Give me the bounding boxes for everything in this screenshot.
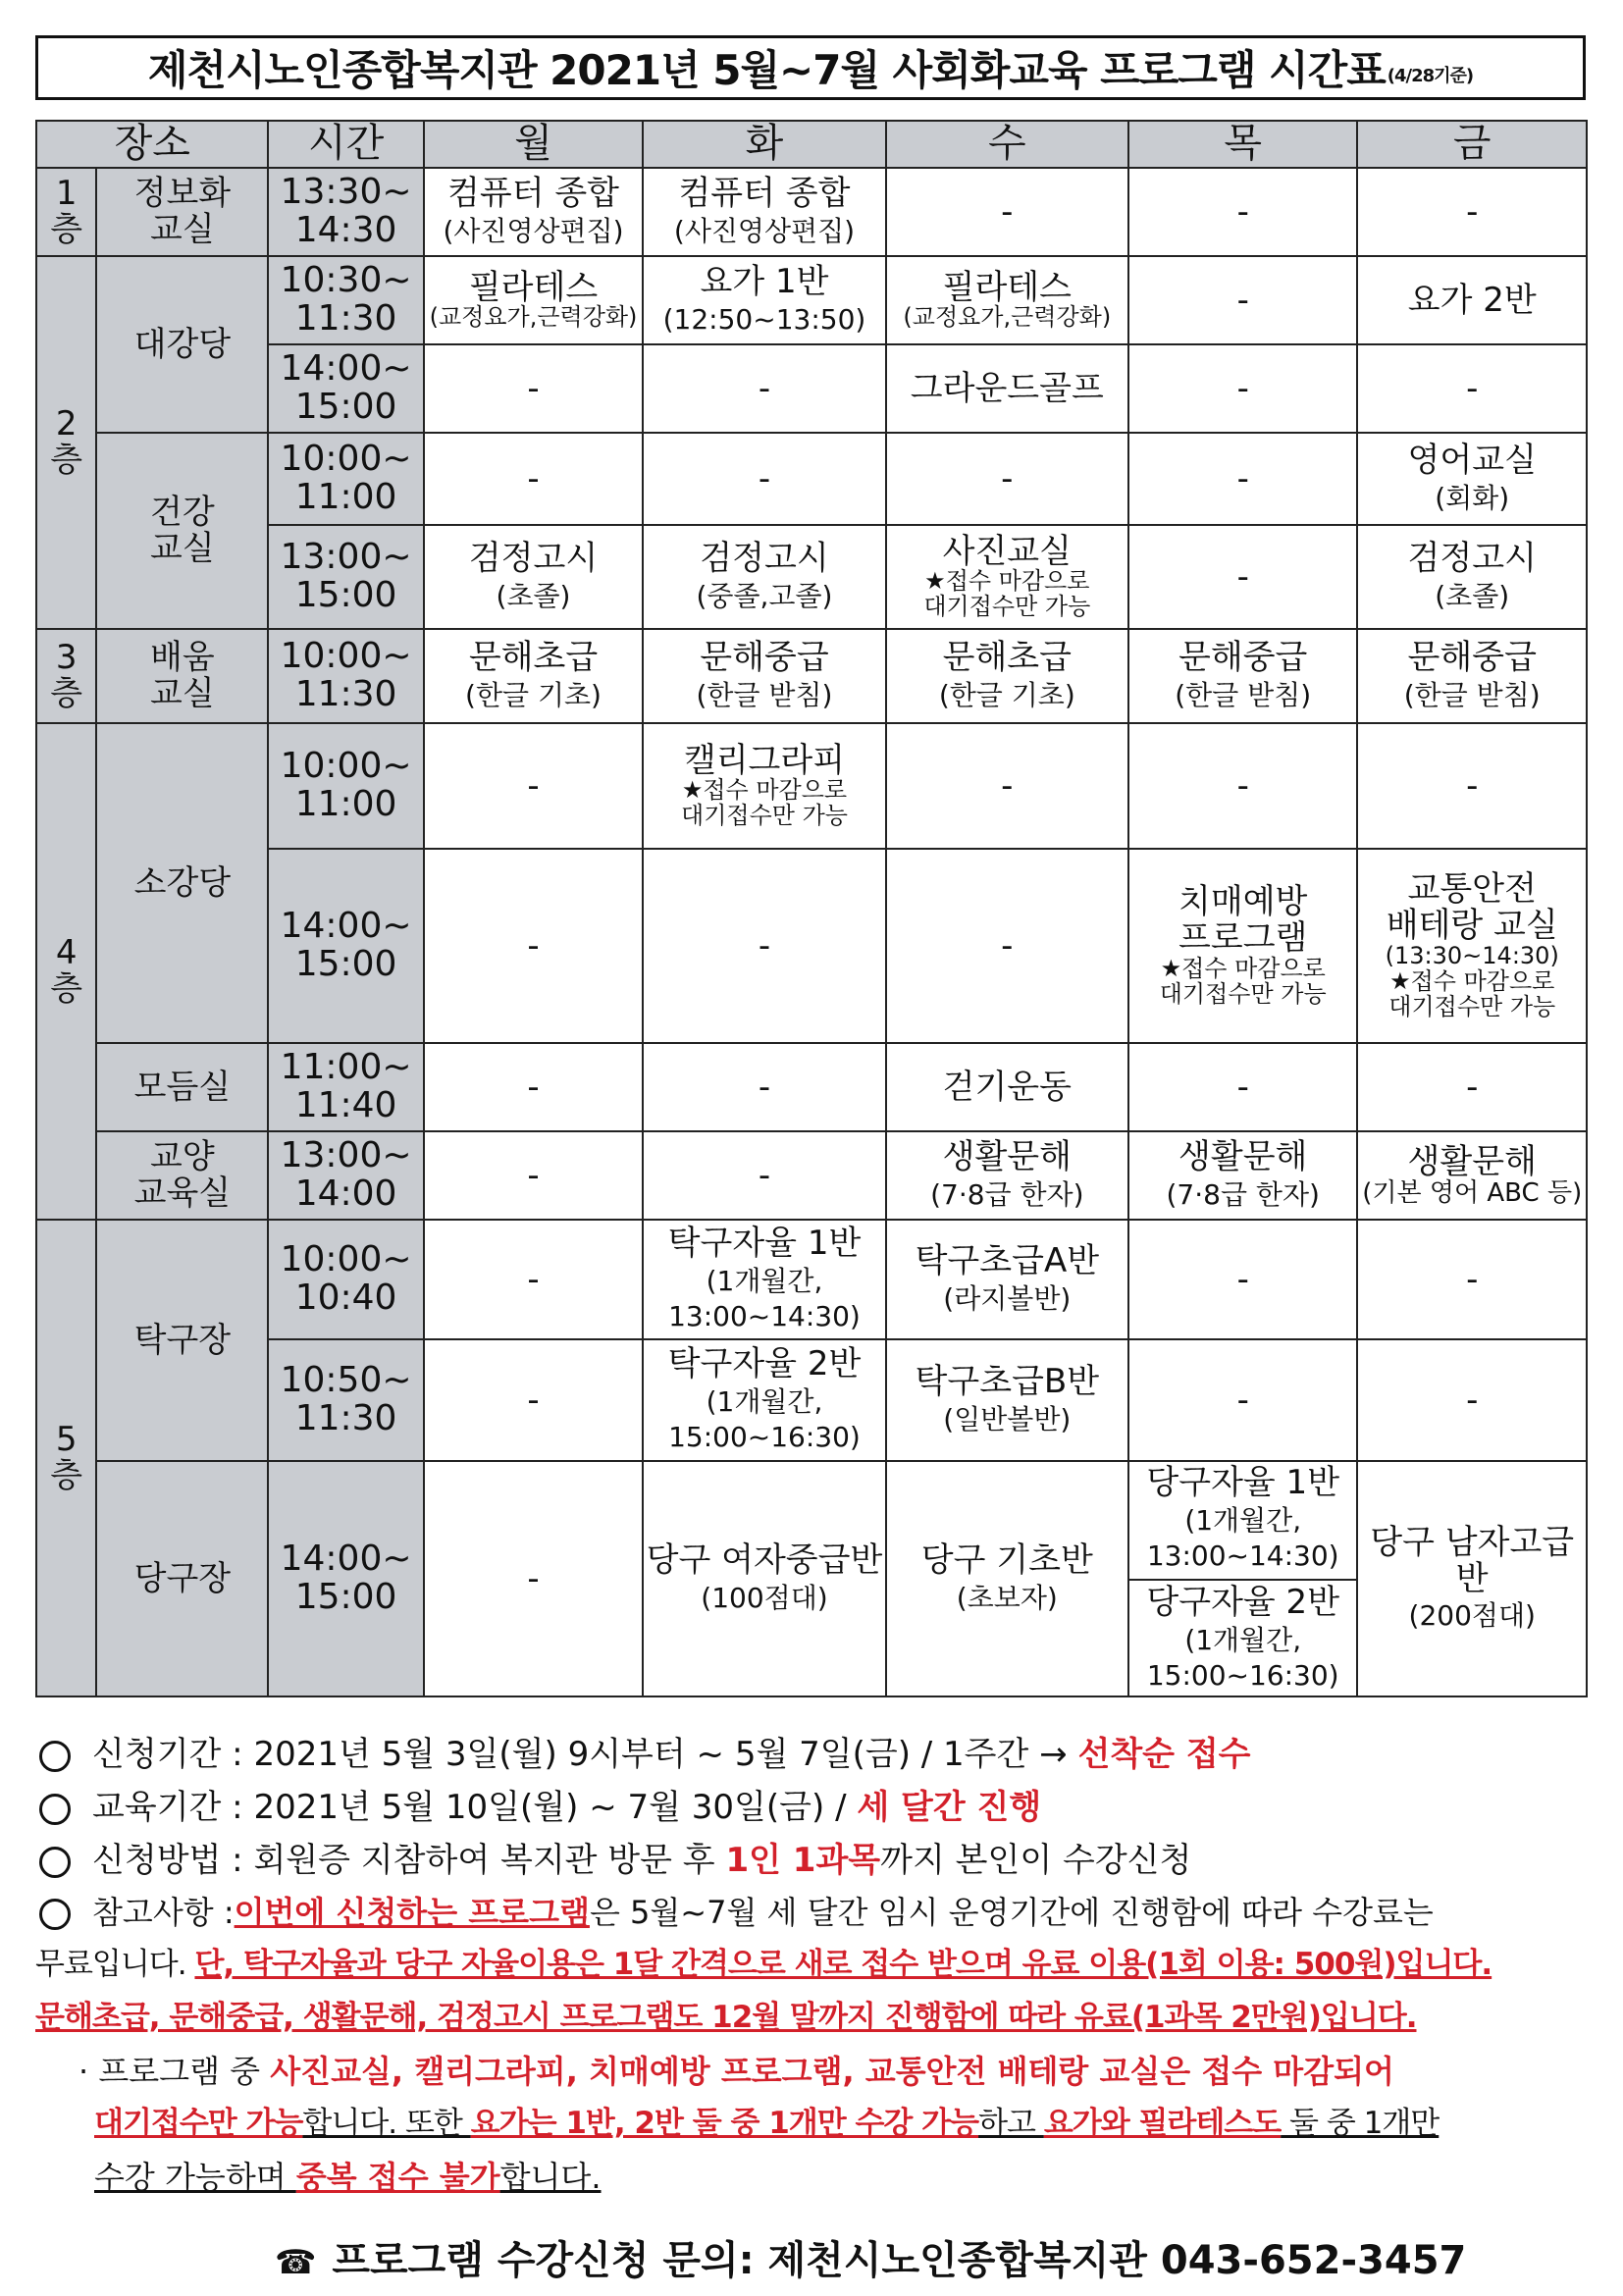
program-cell — [886, 256, 1128, 344]
program-name: 그라운드골프 — [910, 368, 1104, 408]
program-name: 걷기운동 — [942, 1067, 1072, 1107]
floor-text: 1 층 — [50, 174, 83, 249]
time-text: 13:30~ 14:30 — [280, 172, 412, 250]
page-title — [35, 35, 1586, 100]
info-highlight: 세 달간 진행 — [857, 1788, 1042, 1827]
empty-cell: - — [1128, 344, 1357, 433]
time-text: 11:00~ 11:40 — [280, 1047, 412, 1125]
program-cell — [886, 1461, 1128, 1696]
program-cell — [1357, 849, 1587, 1043]
program-name: 당구 기초반 — [920, 1540, 1093, 1581]
program-cell — [1128, 1131, 1357, 1220]
info-notes-4 — [79, 2053, 1590, 2090]
place-text: 탁구장 — [133, 1320, 232, 1360]
time-label — [268, 1220, 423, 1339]
program-cell — [643, 525, 885, 629]
program-detail: (한글 기초) — [465, 679, 602, 711]
place-label — [96, 723, 268, 1043]
empty-cell: - — [886, 849, 1128, 1043]
program-name: 필라테스 — [942, 267, 1072, 307]
program-cell — [424, 525, 644, 629]
program-cell — [886, 344, 1128, 433]
program-detail: (한글 기초) — [938, 679, 1075, 711]
program-detail: (7·8급 한자) — [930, 1178, 1084, 1211]
info-highlight: 요가는 1반, 2반 둘 중 1개만 수강 가능 — [470, 2106, 979, 2141]
place-label — [96, 1043, 268, 1131]
program-detail: (1개월간, 13:00~14:30) — [1146, 1503, 1339, 1573]
program-detail: (13:30~14:30) — [1385, 941, 1559, 969]
table-row — [36, 849, 1587, 1043]
empty-cell: - — [1128, 168, 1357, 256]
floor-label — [36, 256, 96, 629]
program-name: 문해중급 — [1178, 638, 1308, 678]
program-cell — [643, 629, 885, 723]
empty-cell: - — [1128, 433, 1357, 525]
info-apply-method — [35, 1841, 1596, 1881]
place-text: 교양 교육실 — [133, 1137, 232, 1213]
program-cell — [886, 1220, 1128, 1339]
time-label — [268, 629, 423, 723]
place-text: 건강 교실 — [150, 493, 215, 568]
program-cell — [643, 1339, 885, 1461]
program-name: 문해중급 — [700, 638, 829, 678]
time-text: 10:00~ 11:00 — [280, 439, 412, 517]
header-fri: 금 — [1357, 121, 1587, 168]
empty-cell: - — [1128, 1043, 1357, 1131]
contact-line — [275, 2229, 1466, 2285]
time-label — [268, 168, 423, 256]
time-text: 13:00~ 14:00 — [280, 1135, 412, 1214]
time-label — [268, 1043, 423, 1131]
info-highlight: 1인 1과목 — [725, 1841, 881, 1880]
empty-cell: - — [1357, 723, 1587, 849]
program-detail: (중졸,고졸) — [696, 580, 833, 612]
program-name: 영어교실 — [1407, 441, 1537, 481]
empty-cell: - — [886, 168, 1128, 256]
table-row — [36, 629, 1587, 723]
program-detail: (한글 받침) — [1175, 679, 1312, 711]
program-name: 당구 여자중급반 — [646, 1540, 883, 1581]
time-text: 14:00~ 15:00 — [280, 348, 412, 427]
header-row — [36, 121, 1587, 168]
floor-text: 3 층 — [50, 638, 83, 713]
time-text: 14:00~ 15:00 — [280, 1539, 412, 1617]
empty-cell: - — [424, 344, 644, 433]
program-detail: (7·8급 한자) — [1166, 1178, 1320, 1211]
time-label — [268, 344, 423, 433]
program-detail: (1개월간, 13:00~14:30) — [668, 1264, 861, 1333]
floor-text: 4 층 — [50, 933, 83, 1009]
time-label — [268, 849, 423, 1043]
program-detail: (초보자) — [956, 1582, 1058, 1614]
info-highlight: 문해초급, 문해중급, 생활문해, 검정고시 프로그램도 12월 말까지 진행함에 따라 유료(1과목 2만원)입니다. — [35, 2000, 1417, 2035]
floor-label — [36, 168, 96, 256]
waitlist-note: ★접수 마감으로 대기접수만 가능 — [1159, 954, 1327, 1008]
info-notes-6 — [94, 2159, 1596, 2196]
info-highlight: 중복 접수 불가 — [295, 2159, 500, 2196]
empty-cell: - — [1128, 525, 1357, 629]
program-name: 탁구자율 1반 — [667, 1223, 862, 1263]
program-cell — [1357, 629, 1587, 723]
table-row — [36, 1131, 1587, 1220]
program-name: 필라테스 — [468, 267, 599, 307]
program-cell — [643, 168, 885, 256]
info-text: 신청방법 : 회원증 지참하여 복지관 방문 후 — [92, 1841, 726, 1880]
program-cell — [1357, 1131, 1587, 1220]
program-name: 문해초급 — [468, 638, 599, 678]
contact-text: 프로그램 수강신청 문의: 제천시노인종합복지관 043-652-3457 — [332, 2238, 1467, 2283]
program-detail: (일반볼반) — [943, 1403, 1072, 1435]
time-text: 10:00~ 11:30 — [280, 636, 412, 714]
program-name: 탁구자율 2반 — [667, 1343, 862, 1383]
empty-cell: - — [424, 1461, 644, 1696]
waitlist-note: ★접수 마감으로 대기접수만 가능 — [1388, 966, 1556, 1020]
program-cell — [424, 168, 644, 256]
info-text: 신청기간 : 2021년 5월 3일(월) 9시부터 ~ 5월 7일(금) / 1주간 → — [92, 1735, 1078, 1774]
time-label — [268, 1461, 423, 1696]
time-label — [268, 256, 423, 344]
title-main: 제천시노인종합복지관 2021년 5월~7월 사회화교육 프로그램 시간표 — [147, 46, 1386, 94]
program-name: 검정고시 — [1407, 539, 1537, 579]
split-bottom — [1128, 1579, 1357, 1693]
empty-cell: - — [886, 723, 1128, 849]
circle-bullet-icon — [39, 1847, 71, 1878]
time-text: 10:50~ 11:30 — [280, 1360, 412, 1438]
info-text: 무료입니다. — [35, 1947, 195, 1982]
time-text: 10:30~ 11:30 — [280, 260, 412, 339]
program-detail: (초졸) — [496, 580, 571, 612]
info-highlight: 선착순 접수 — [1077, 1735, 1251, 1774]
info-text: 합니다. — [499, 2159, 602, 2196]
place-label — [96, 1461, 268, 1696]
schedule-table — [35, 120, 1588, 1697]
program-cell — [643, 723, 885, 849]
program-cell — [1357, 525, 1587, 629]
place-text: 정보화 교실 — [133, 174, 232, 249]
table-row — [36, 433, 1587, 525]
program-detail: (사진영상편집) — [673, 215, 856, 247]
place-label — [96, 168, 268, 256]
time-text: 10:00~ 11:00 — [280, 746, 412, 824]
table-row — [36, 1339, 1587, 1461]
header-time: 시간 — [268, 121, 423, 168]
table-row — [36, 1043, 1587, 1131]
info-text: 참고사항 : — [92, 1894, 235, 1931]
program-cell — [886, 1339, 1128, 1461]
empty-cell: - — [424, 1043, 644, 1131]
empty-cell: - — [1357, 1339, 1587, 1461]
program-cell — [643, 256, 885, 344]
program-cell — [643, 1220, 885, 1339]
info-text: 합니다. 또한 — [302, 2106, 471, 2141]
empty-cell: - — [424, 1131, 644, 1220]
program-detail: (1개월간, 15:00~16:30) — [668, 1384, 861, 1454]
empty-cell: - — [886, 433, 1128, 525]
program-detail: (사진영상편집) — [443, 215, 624, 247]
program-cell — [1357, 256, 1587, 344]
program-cell — [886, 629, 1128, 723]
empty-cell: - — [1357, 1043, 1587, 1131]
program-name: 요가 2반 — [1407, 280, 1537, 320]
program-name: 생활문해 — [1178, 1137, 1308, 1177]
program-detail: (한글 받침) — [1403, 679, 1541, 711]
table-row — [36, 1220, 1587, 1339]
time-text: 14:00~ 15:00 — [280, 906, 412, 984]
time-label — [268, 1339, 423, 1461]
program-cell — [886, 525, 1128, 629]
program-name: 검정고시 — [700, 539, 829, 579]
info-highlight: 단, 탁구자율과 당구 자율이용은 1달 간격으로 새로 접수 받으며 유료 이용(1회 이용: 500원)입니다. — [194, 1947, 1492, 1982]
info-highlight: 이번에 신청하는 프로그램 — [234, 1894, 590, 1931]
empty-cell: - — [424, 1220, 644, 1339]
time-label — [268, 1131, 423, 1220]
program-detail: (교정요가,근력강화) — [429, 303, 638, 332]
program-detail: (200점대) — [1408, 1599, 1536, 1633]
header-mon: 월 — [424, 121, 644, 168]
empty-cell: - — [643, 1131, 885, 1220]
time-text: 10:00~ 10:40 — [280, 1239, 412, 1318]
time-label — [268, 525, 423, 629]
header-tue: 화 — [643, 121, 885, 168]
program-name: 탁구초급A반 — [915, 1241, 1100, 1281]
title-date-note: (4/28기준) — [1387, 66, 1474, 86]
split-top — [1129, 1462, 1356, 1573]
time-label — [268, 433, 423, 525]
info-text: · 프로그램 중 — [79, 2053, 271, 2090]
program-detail: (한글 받침) — [696, 679, 833, 711]
floor-label — [36, 629, 96, 723]
info-edu-period — [35, 1788, 1596, 1828]
table-row — [36, 723, 1587, 849]
program-detail: (기본 영어 ABC 등) — [1362, 1178, 1583, 1209]
place-text: 당구장 — [133, 1558, 232, 1598]
info-highlight: 요가와 필라테스도 — [1043, 2106, 1282, 2141]
program-name: 요가 1반 — [700, 262, 829, 302]
empty-cell: - — [1128, 723, 1357, 849]
header-place: 장소 — [36, 121, 268, 168]
empty-cell: - — [1357, 168, 1587, 256]
place-label — [96, 1131, 268, 1220]
info-highlight: 사진교실, 캘리그라피, 치매예방 프로그램, 교통안전 배테랑 교실은 접수 마감되어 — [270, 2053, 1394, 2090]
info-text: 수강 가능하며 — [94, 2159, 296, 2196]
empty-cell: - — [1128, 1339, 1357, 1461]
program-name: 생활문해 — [942, 1137, 1072, 1177]
program-name: 생활문해 — [1407, 1141, 1537, 1181]
program-name: 문해중급 — [1407, 638, 1537, 678]
circle-bullet-icon — [39, 1794, 71, 1825]
info-text: 까지 본인이 수강신청 — [880, 1841, 1192, 1880]
program-detail: (교정요가,근력강화) — [903, 303, 1112, 332]
program-cell — [1128, 849, 1357, 1043]
floor-label — [36, 723, 96, 1220]
program-name: 문해초급 — [942, 638, 1072, 678]
circle-bullet-icon — [39, 1741, 71, 1772]
info-text: 하고 — [978, 2106, 1044, 2141]
info-notes-3 — [35, 2000, 1596, 2036]
program-name: 당구자율 1반 — [1146, 1462, 1340, 1502]
place-text: 배움 교실 — [150, 638, 215, 713]
time-text: 13:00~ 15:00 — [280, 537, 412, 615]
info-apply-period — [35, 1735, 1596, 1775]
place-label — [96, 629, 268, 723]
program-name: 당구자율 2반 — [1146, 1583, 1340, 1622]
program-detail: (1개월간, 15:00~16:30) — [1146, 1623, 1339, 1693]
place-text: 소강당 — [133, 862, 232, 903]
info-text: 은 5월~7월 세 달간 임시 운영기간에 진행함에 따라 수강료는 — [589, 1894, 1434, 1931]
place-label — [96, 1220, 268, 1461]
empty-cell: - — [1357, 1220, 1587, 1339]
program-cell — [424, 629, 644, 723]
table-row — [36, 168, 1587, 256]
program-cell — [1128, 629, 1357, 723]
circle-bullet-icon — [39, 1899, 71, 1930]
program-name: 교통안전 배테랑 교실 — [1386, 869, 1558, 946]
empty-cell: - — [424, 723, 644, 849]
empty-cell: - — [1128, 256, 1357, 344]
program-name: 사진교실 — [942, 531, 1072, 571]
info-notes-2 — [35, 1947, 1596, 1983]
empty-cell: - — [643, 1043, 885, 1131]
program-cell — [643, 1461, 885, 1696]
program-name: 검정고시 — [468, 539, 599, 579]
info-text: 둘 중 1개만 — [1281, 2106, 1440, 2141]
program-detail: (라지볼반) — [943, 1282, 1072, 1315]
info-notes-5 — [94, 2106, 1596, 2142]
waitlist-note: ★접수 마감으로 대기접수만 가능 — [681, 776, 848, 830]
empty-cell: - — [424, 849, 644, 1043]
info-highlight: 대기접수만 가능 — [94, 2106, 303, 2141]
place-text: 모듬실 — [133, 1067, 232, 1107]
time-label — [268, 723, 423, 849]
program-detail: (100점대) — [701, 1582, 828, 1614]
table-row — [36, 525, 1587, 629]
program-cell — [886, 1043, 1128, 1131]
program-cell — [886, 1131, 1128, 1220]
program-name: 컴퓨터 종합 — [678, 174, 851, 214]
program-cell — [424, 256, 644, 344]
program-name: 컴퓨터 종합 — [447, 174, 620, 214]
place-label — [96, 256, 268, 433]
program-detail: (회화) — [1435, 482, 1510, 514]
empty-cell: - — [424, 433, 644, 525]
program-cell — [1357, 1461, 1587, 1696]
empty-cell: - — [1357, 344, 1587, 433]
floor-text: 5 층 — [50, 1420, 83, 1495]
empty-cell: - — [1128, 1220, 1357, 1339]
program-detail: (12:50~13:50) — [662, 303, 866, 336]
program-name: 탁구초급B반 — [915, 1362, 1100, 1402]
empty-cell: - — [643, 849, 885, 1043]
program-name: 캘리그라피 — [683, 740, 846, 780]
header-thu: 목 — [1128, 121, 1357, 168]
program-cell — [1357, 433, 1587, 525]
header-wed: 수 — [886, 121, 1128, 168]
empty-cell: - — [643, 433, 885, 525]
place-label — [96, 433, 268, 629]
program-name: 치매예방 프로그램 — [1178, 882, 1308, 959]
program-name: 당구 남자고급반 — [1370, 1522, 1575, 1598]
empty-cell: - — [424, 1339, 644, 1461]
info-notes — [35, 1894, 1596, 1931]
table-row — [36, 344, 1587, 433]
empty-cell: - — [643, 344, 885, 433]
place-text: 대강당 — [133, 324, 232, 364]
floor-text: 2 층 — [50, 404, 83, 480]
table-row — [36, 256, 1587, 344]
program-cell-split — [1128, 1461, 1357, 1696]
info-text: 교육기간 : 2021년 5월 10일(월) ~ 7월 30일(금) / — [92, 1788, 858, 1827]
program-detail: (초졸) — [1435, 580, 1510, 612]
waitlist-note: ★접수 마감으로 대기접수만 가능 — [923, 567, 1091, 621]
table-row — [36, 1461, 1587, 1696]
telephone-icon: ☎ — [275, 2243, 317, 2282]
floor-label — [36, 1220, 96, 1696]
